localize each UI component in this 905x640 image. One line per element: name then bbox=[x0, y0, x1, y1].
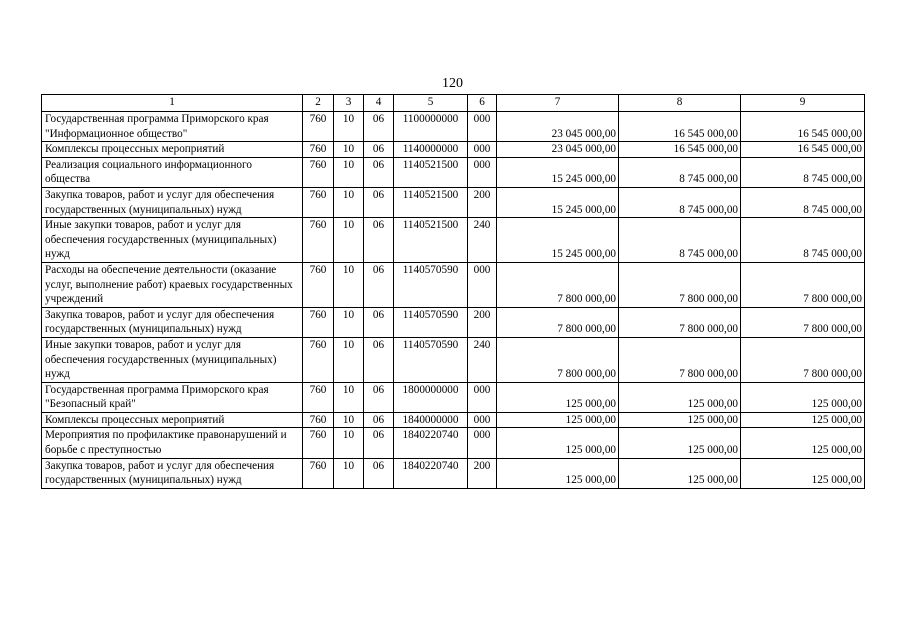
target-article-cell: 1840000000 bbox=[394, 412, 468, 428]
table-row bbox=[42, 382, 865, 412]
amount-col8-cell: 8 745 000,00 bbox=[619, 218, 741, 263]
column-header: 5 bbox=[394, 95, 468, 112]
section-code-cell: 10 bbox=[334, 412, 364, 428]
amount-col8-cell: 16 545 000,00 bbox=[619, 112, 741, 142]
amount-col9-cell: 125 000,00 bbox=[741, 382, 865, 412]
amount-col9-cell: 7 800 000,00 bbox=[741, 307, 865, 337]
target-article-cell: 1800000000 bbox=[394, 382, 468, 412]
amount-col7-cell: 15 245 000,00 bbox=[497, 218, 619, 263]
section-code-cell: 10 bbox=[334, 307, 364, 337]
target-article-cell: 1100000000 bbox=[394, 112, 468, 142]
ministry-code-cell: 760 bbox=[303, 337, 334, 382]
table-row bbox=[42, 412, 865, 428]
column-header: 8 bbox=[619, 95, 741, 112]
table-row bbox=[42, 157, 865, 187]
section-code-cell: 10 bbox=[334, 262, 364, 307]
expense-type-cell: 000 bbox=[468, 157, 497, 187]
amount-col7-cell: 23 045 000,00 bbox=[497, 142, 619, 158]
subsection-code-cell: 06 bbox=[364, 142, 394, 158]
amount-col9-cell: 7 800 000,00 bbox=[741, 262, 865, 307]
ministry-code-cell: 760 bbox=[303, 262, 334, 307]
amount-col8-cell: 7 800 000,00 bbox=[619, 307, 741, 337]
table-row bbox=[42, 218, 865, 263]
amount-col8-cell: 8 745 000,00 bbox=[619, 157, 741, 187]
subsection-code-cell: 06 bbox=[364, 307, 394, 337]
table-row bbox=[42, 142, 865, 158]
target-article-cell: 1840220740 bbox=[394, 458, 468, 488]
amount-col9-cell: 16 545 000,00 bbox=[741, 112, 865, 142]
subsection-code-cell: 06 bbox=[364, 428, 394, 458]
table-row bbox=[42, 307, 865, 337]
target-article-cell: 1140521500 bbox=[394, 218, 468, 263]
expense-type-cell: 240 bbox=[468, 337, 497, 382]
section-code-cell: 10 bbox=[334, 142, 364, 158]
ministry-code-cell: 760 bbox=[303, 157, 334, 187]
subsection-code-cell: 06 bbox=[364, 262, 394, 307]
amount-col9-cell: 8 745 000,00 bbox=[741, 218, 865, 263]
section-code-cell: 10 bbox=[334, 112, 364, 142]
section-code-cell: 10 bbox=[334, 428, 364, 458]
column-header: 2 bbox=[303, 95, 334, 112]
row-name-cell: Иные закупки товаров, работ и услуг для обеспечения государственных (муниципальных) нужд bbox=[42, 337, 303, 382]
section-code-cell: 10 bbox=[334, 458, 364, 488]
amount-col7-cell: 125 000,00 bbox=[497, 428, 619, 458]
expense-type-cell: 000 bbox=[468, 428, 497, 458]
ministry-code-cell: 760 bbox=[303, 382, 334, 412]
amount-col8-cell: 125 000,00 bbox=[619, 428, 741, 458]
amount-col9-cell: 125 000,00 bbox=[741, 458, 865, 488]
ministry-code-cell: 760 bbox=[303, 218, 334, 263]
amount-col9-cell: 8 745 000,00 bbox=[741, 187, 865, 217]
amount-col8-cell: 125 000,00 bbox=[619, 458, 741, 488]
amount-col8-cell: 125 000,00 bbox=[619, 382, 741, 412]
target-article-cell: 1140521500 bbox=[394, 157, 468, 187]
amount-col7-cell: 125 000,00 bbox=[497, 412, 619, 428]
amount-col7-cell: 125 000,00 bbox=[497, 458, 619, 488]
row-name-cell: Реализация социального информационного общества bbox=[42, 157, 303, 187]
amount-col7-cell: 7 800 000,00 bbox=[497, 337, 619, 382]
table-row bbox=[42, 458, 865, 488]
row-name-cell: Государственная программа Приморского края "Безопасный край" bbox=[42, 382, 303, 412]
amount-col9-cell: 125 000,00 bbox=[741, 428, 865, 458]
row-name-cell: Комплексы процессных мероприятий bbox=[42, 412, 303, 428]
column-header: 4 bbox=[364, 95, 394, 112]
row-name-cell: Государственная программа Приморского края "Информационное общество" bbox=[42, 112, 303, 142]
subsection-code-cell: 06 bbox=[364, 337, 394, 382]
subsection-code-cell: 06 bbox=[364, 187, 394, 217]
amount-col9-cell: 125 000,00 bbox=[741, 412, 865, 428]
expense-type-cell: 200 bbox=[468, 187, 497, 217]
amount-col7-cell: 15 245 000,00 bbox=[497, 187, 619, 217]
table-row bbox=[42, 337, 865, 382]
row-name-cell: Комплексы процессных мероприятий bbox=[42, 142, 303, 158]
expense-type-cell: 000 bbox=[468, 262, 497, 307]
target-article-cell: 1140000000 bbox=[394, 142, 468, 158]
expense-type-cell: 200 bbox=[468, 458, 497, 488]
section-code-cell: 10 bbox=[334, 337, 364, 382]
row-name-cell: Закупка товаров, работ и услуг для обеспечения государственных (муниципальных) нужд bbox=[42, 458, 303, 488]
row-name-cell: Мероприятия по профилактике правонарушений и борьбе с преступностью bbox=[42, 428, 303, 458]
budget-table bbox=[41, 94, 865, 489]
column-header: 9 bbox=[741, 95, 865, 112]
column-header: 6 bbox=[468, 95, 497, 112]
amount-col7-cell: 7 800 000,00 bbox=[497, 262, 619, 307]
target-article-cell: 1140570590 bbox=[394, 337, 468, 382]
table-row bbox=[42, 187, 865, 217]
amount-col9-cell: 8 745 000,00 bbox=[741, 157, 865, 187]
target-article-cell: 1140570590 bbox=[394, 262, 468, 307]
row-name-cell: Расходы на обеспечение деятельности (оказание услуг, выполнение работ) краевых государственных учреждений bbox=[42, 262, 303, 307]
ministry-code-cell: 760 bbox=[303, 412, 334, 428]
subsection-code-cell: 06 bbox=[364, 112, 394, 142]
expense-type-cell: 200 bbox=[468, 307, 497, 337]
row-name-cell: Иные закупки товаров, работ и услуг для обеспечения государственных (муниципальных) нужд bbox=[42, 218, 303, 263]
row-name-cell: Закупка товаров, работ и услуг для обеспечения государственных (муниципальных) нужд bbox=[42, 307, 303, 337]
amount-col9-cell: 16 545 000,00 bbox=[741, 142, 865, 158]
table-row bbox=[42, 428, 865, 458]
row-name-cell: Закупка товаров, работ и услуг для обеспечения государственных (муниципальных) нужд bbox=[42, 187, 303, 217]
page-number: 120 bbox=[442, 76, 463, 91]
amount-col8-cell: 8 745 000,00 bbox=[619, 187, 741, 217]
target-article-cell: 1140570590 bbox=[394, 307, 468, 337]
expense-type-cell: 000 bbox=[468, 412, 497, 428]
column-header: 3 bbox=[334, 95, 364, 112]
amount-col7-cell: 23 045 000,00 bbox=[497, 112, 619, 142]
expense-type-cell: 000 bbox=[468, 142, 497, 158]
ministry-code-cell: 760 bbox=[303, 307, 334, 337]
table-row bbox=[42, 112, 865, 142]
column-header: 7 bbox=[497, 95, 619, 112]
section-code-cell: 10 bbox=[334, 157, 364, 187]
target-article-cell: 1840220740 bbox=[394, 428, 468, 458]
amount-col7-cell: 7 800 000,00 bbox=[497, 307, 619, 337]
subsection-code-cell: 06 bbox=[364, 412, 394, 428]
table-row bbox=[42, 262, 865, 307]
header-row bbox=[42, 95, 865, 112]
target-article-cell: 1140521500 bbox=[394, 187, 468, 217]
ministry-code-cell: 760 bbox=[303, 428, 334, 458]
column-header: 1 bbox=[42, 95, 303, 112]
subsection-code-cell: 06 bbox=[364, 458, 394, 488]
subsection-code-cell: 06 bbox=[364, 382, 394, 412]
expense-type-cell: 240 bbox=[468, 218, 497, 263]
amount-col9-cell: 7 800 000,00 bbox=[741, 337, 865, 382]
ministry-code-cell: 760 bbox=[303, 112, 334, 142]
amount-col8-cell: 7 800 000,00 bbox=[619, 262, 741, 307]
subsection-code-cell: 06 bbox=[364, 218, 394, 263]
section-code-cell: 10 bbox=[334, 218, 364, 263]
amount-col7-cell: 15 245 000,00 bbox=[497, 157, 619, 187]
expense-type-cell: 000 bbox=[468, 112, 497, 142]
subsection-code-cell: 06 bbox=[364, 157, 394, 187]
section-code-cell: 10 bbox=[334, 382, 364, 412]
ministry-code-cell: 760 bbox=[303, 142, 334, 158]
amount-col8-cell: 16 545 000,00 bbox=[619, 142, 741, 158]
amount-col8-cell: 125 000,00 bbox=[619, 412, 741, 428]
amount-col7-cell: 125 000,00 bbox=[497, 382, 619, 412]
ministry-code-cell: 760 bbox=[303, 458, 334, 488]
expense-type-cell: 000 bbox=[468, 382, 497, 412]
section-code-cell: 10 bbox=[334, 187, 364, 217]
amount-col8-cell: 7 800 000,00 bbox=[619, 337, 741, 382]
ministry-code-cell: 760 bbox=[303, 187, 334, 217]
